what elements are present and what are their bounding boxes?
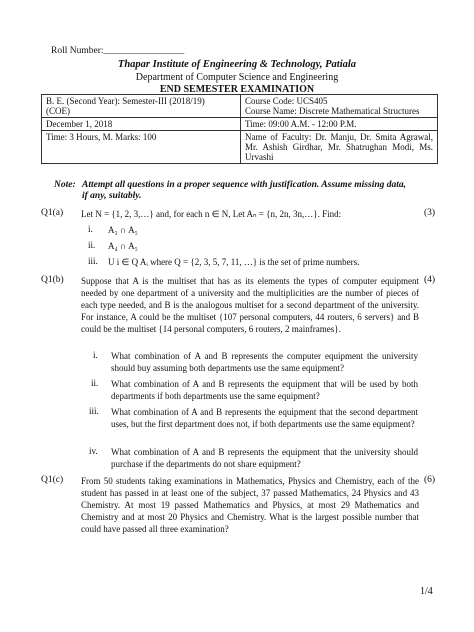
subpart-number: iv. bbox=[89, 446, 98, 456]
subpart-number: ii. bbox=[88, 240, 96, 250]
question-label: Q1(b) bbox=[41, 275, 64, 285]
question-marks: (4) bbox=[424, 275, 436, 285]
subpart-number: iii. bbox=[89, 406, 99, 416]
roll-number: Roll Number:_________________ bbox=[51, 46, 185, 56]
department-name: Department of Computer Science and Engineering bbox=[135, 72, 339, 83]
info-row bbox=[42, 118, 438, 131]
info-row bbox=[42, 95, 438, 118]
info-cell: Time: 09:00 A.M. - 12:00 P.M. bbox=[241, 118, 438, 131]
subpart-text: A₄ ∩ A₅ bbox=[108, 241, 138, 251]
subpart-text: What combination of A and B represents the equipment that will be used by both departments if both departments use the same equipment? bbox=[111, 379, 418, 401]
exam-title: END SEMESTER EXAMINATION bbox=[159, 84, 315, 95]
subpart-number: ii. bbox=[91, 378, 99, 388]
question-marks: (6) bbox=[424, 475, 436, 485]
info-cell: December 1, 2018 bbox=[42, 118, 241, 131]
subpart-text: What combination of A and B represents the computer equipment the university should buy assuming both departments use the same equipment? bbox=[111, 351, 418, 373]
subpart-number: i. bbox=[88, 224, 93, 234]
subpart-text: A₃ ∩ A₅ bbox=[108, 225, 138, 235]
institute-name: Thapar Institute of Engineering & Technology, Patiala bbox=[117, 59, 357, 70]
subpart-number: iii. bbox=[88, 256, 98, 266]
exam-info-table bbox=[41, 94, 438, 164]
page-number: 1/4 bbox=[420, 586, 433, 597]
question-text: Let N = {1, 2, 3,…} and, for each n ∈ N, Let Aₙ = {n, 2n, 3n,…}. Find: bbox=[81, 209, 342, 219]
info-cell: B. E. (Second Year): Semester-III (2018/19) (COE) bbox=[42, 95, 241, 118]
info-cell: Name of Faculty: Dr. Manju, Dr. Smita Agrawal, Mr. Ashish Girdhar, Mr. Shatrughan Modi, Ms. Urvashi bbox=[241, 131, 438, 164]
info-cell: Time: 3 Hours, M. Marks: 100 bbox=[42, 131, 241, 164]
info-row bbox=[42, 131, 438, 164]
question-text: From 50 students taking examinations in Mathematics, Physics and Chemistry, each of the student has passed in at least one of the subject, 37 passed Mathematics, 24 Physics and 43 Chemistry. At most 19 passed Mathematics and Physics, at most 29 Mathematics and Chemistry and at most 20 Physics and Chemistry. What is the largest possible number that could have passed all three examination? bbox=[81, 476, 419, 534]
info-cell: Course Code: UCS405 Course Name: Discrete Mathematical Structures bbox=[241, 95, 438, 118]
question-marks: (3) bbox=[424, 208, 436, 218]
note-label: Note: bbox=[54, 180, 76, 190]
question-label: Q1(a) bbox=[41, 208, 64, 218]
subpart-text: U i ∈ Q Aᵢ where Q = {2, 3, 5, 7, 11, …} is the set of prime numbers. bbox=[108, 257, 360, 267]
question-text: Suppose that A is the multiset that has as its elements the types of computer equipment needed by one department of a university and the multiplicities are the number of pieces of each type needed, and B is the analogous multiset for a second department of the university. For instance, A could be the multiset {107 personal computers, 44 routers, 6 servers} and B could be the multiset {14 personal computers, 6 routers, 2 mainframes}. bbox=[81, 276, 419, 334]
note-text: Attempt all questions in a proper sequence with justification. Assume missing data, if any, suitably. bbox=[82, 180, 407, 201]
subpart-number: i. bbox=[93, 350, 98, 360]
subpart-text: What combination of A and B represents the equipment that the university should purchase if the departments do not share equipment? bbox=[111, 447, 418, 469]
question-label: Q1(c) bbox=[41, 475, 64, 485]
subpart-text: What combination of A and B represents the equipment that the second department uses, but the first department does not, if both departments use the same equipment? bbox=[111, 407, 418, 429]
